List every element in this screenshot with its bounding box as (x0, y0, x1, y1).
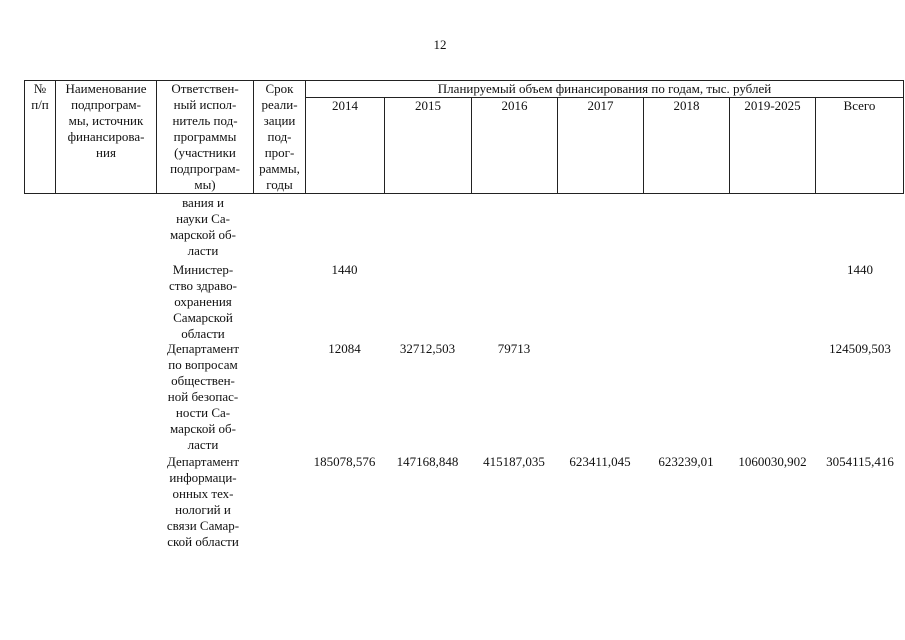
row-3-value-2016: 79713 (497, 341, 531, 356)
header-year-2019-2025: 2019-2025 (730, 98, 816, 194)
page-number: 12 (433, 37, 447, 52)
row-4-value-2016: 415187,035 (483, 454, 545, 469)
header-year-2018: 2018 (644, 98, 730, 194)
row-2-executor: Министер- ство здраво- охранения Самарской области (169, 262, 237, 341)
header-year-2017: 2017 (558, 98, 644, 194)
header-year-2016: 2016 (472, 98, 558, 194)
row-4-value-2019-2025: 1060030,902 (738, 454, 807, 469)
row-3-value-total: 124509,503 (829, 341, 891, 356)
row-4-value-total: 3054115,416 (826, 454, 894, 469)
header-total: Всего (816, 98, 904, 194)
header-term: Срок реали- зации под- прог- раммы, годы (254, 81, 306, 194)
row-4-value-2018: 623239,01 (658, 454, 714, 469)
row-4-value-2015: 147168,848 (396, 454, 459, 469)
header-executor: Ответствен- ный испол- нитель под- программы (участники подпрограм- мы) (157, 81, 254, 194)
header-year-2015: 2015 (385, 98, 472, 194)
row-3-value-2014: 12084 (328, 341, 361, 356)
table-header (24, 80, 904, 194)
row-1-executor: вания и науки Са- марской об- ласти (170, 195, 236, 258)
header-name: Наименование подпрограм- мы, источник финансирова- ния (56, 81, 157, 194)
row-4-executor: Департамент информаци- онных тех- нологий и связи Самар- ской области (166, 454, 240, 549)
row-2-value-total: 1440 (847, 262, 873, 277)
header-year-2014: 2014 (306, 98, 385, 194)
header-funding: Планируемый объем финансирования по годам, тыс. рублей (306, 81, 904, 98)
row-2-value-2014: 1440 (331, 262, 358, 277)
row-4-value-2014: 185078,576 (313, 454, 376, 469)
row-4-value-2017: 623411,045 (569, 454, 631, 469)
row-3-value-2015: 32712,503 (399, 341, 456, 356)
header-number: № п/п (25, 81, 56, 194)
row-3-executor: Департамент по вопросам обществен- ной безопас- ности Са- марской об- ласти (166, 341, 240, 452)
